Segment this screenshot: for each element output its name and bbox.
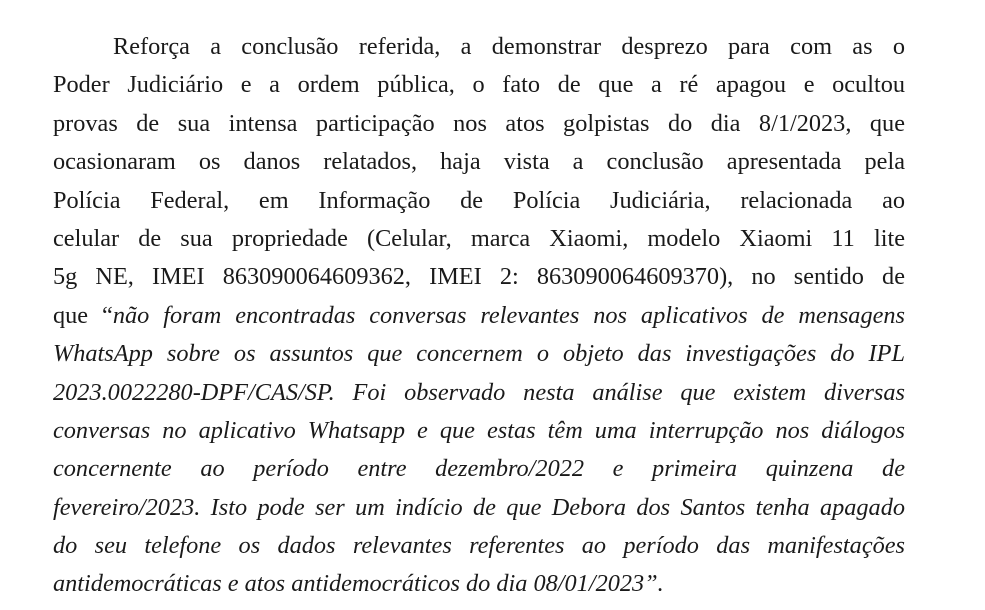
line-text: do seu telefone os dados relevantes referentes ao período das manifestações <box>53 532 905 560</box>
line-text: provas de sua intensa participação nos atos golpistas do dia 8/1/2023, que <box>53 109 905 137</box>
line-text: Poder Judiciário e a ordem pública, o fato de que a ré apagou e ocultou <box>53 71 905 99</box>
line-text: concernente ao período entre dezembro/2022 e primeira quinzena de <box>53 455 905 483</box>
line-text: 2023.0022280-DPF/CAS/SP. Foi observado nesta análise que existem diversas <box>53 378 905 406</box>
line-suffix: ”. <box>644 570 664 598</box>
line-text: 5g NE, IMEI 863090064609362, IMEI 2: 863090064609370), no sentido de <box>53 263 905 291</box>
text-line <box>53 220 905 258</box>
line-text: WhatsApp sobre os assuntos que concernem o objeto das investigações do IPL <box>53 340 905 368</box>
line-text: conversas no aplicativo Whatsapp e que estas têm uma interrupção nos diálogos <box>53 416 905 444</box>
line-text: Reforça a conclusão referida, a demonstrar desprezo para com as o <box>113 33 905 60</box>
text-line <box>53 412 905 450</box>
text-line <box>53 489 905 527</box>
text-line <box>53 28 905 66</box>
line-text: não foram encontradas conversas relevantes nos aplicativos de mensagens <box>112 301 905 329</box>
text-line <box>53 182 905 220</box>
line-prefix: que “ <box>53 301 113 329</box>
text-line <box>53 66 905 104</box>
line-text: antidemocráticas e atos antidemocráticos do dia 08/01/2023 <box>53 570 645 598</box>
text-line <box>53 450 905 488</box>
line-text: Polícia Federal, em Informação de Polícia Judiciária, relacionada ao <box>53 186 905 214</box>
text-line <box>53 335 905 373</box>
text-line <box>53 565 905 603</box>
line-text: fevereiro/2023. Isto pode ser um indício de que Debora dos Santos tenha apagado <box>53 493 905 521</box>
text-line <box>53 105 905 143</box>
text-line <box>53 143 905 181</box>
text-line <box>53 374 905 412</box>
paragraph <box>53 28 905 604</box>
line-text: ocasionaram os danos relatados, haja vista a conclusão apresentada pela <box>53 148 905 176</box>
text-line <box>53 297 905 335</box>
text-line <box>53 258 905 296</box>
text-line <box>53 527 905 565</box>
line-text: celular de sua propriedade (Celular, marca Xiaomi, modelo Xiaomi 11 lite <box>53 224 905 252</box>
